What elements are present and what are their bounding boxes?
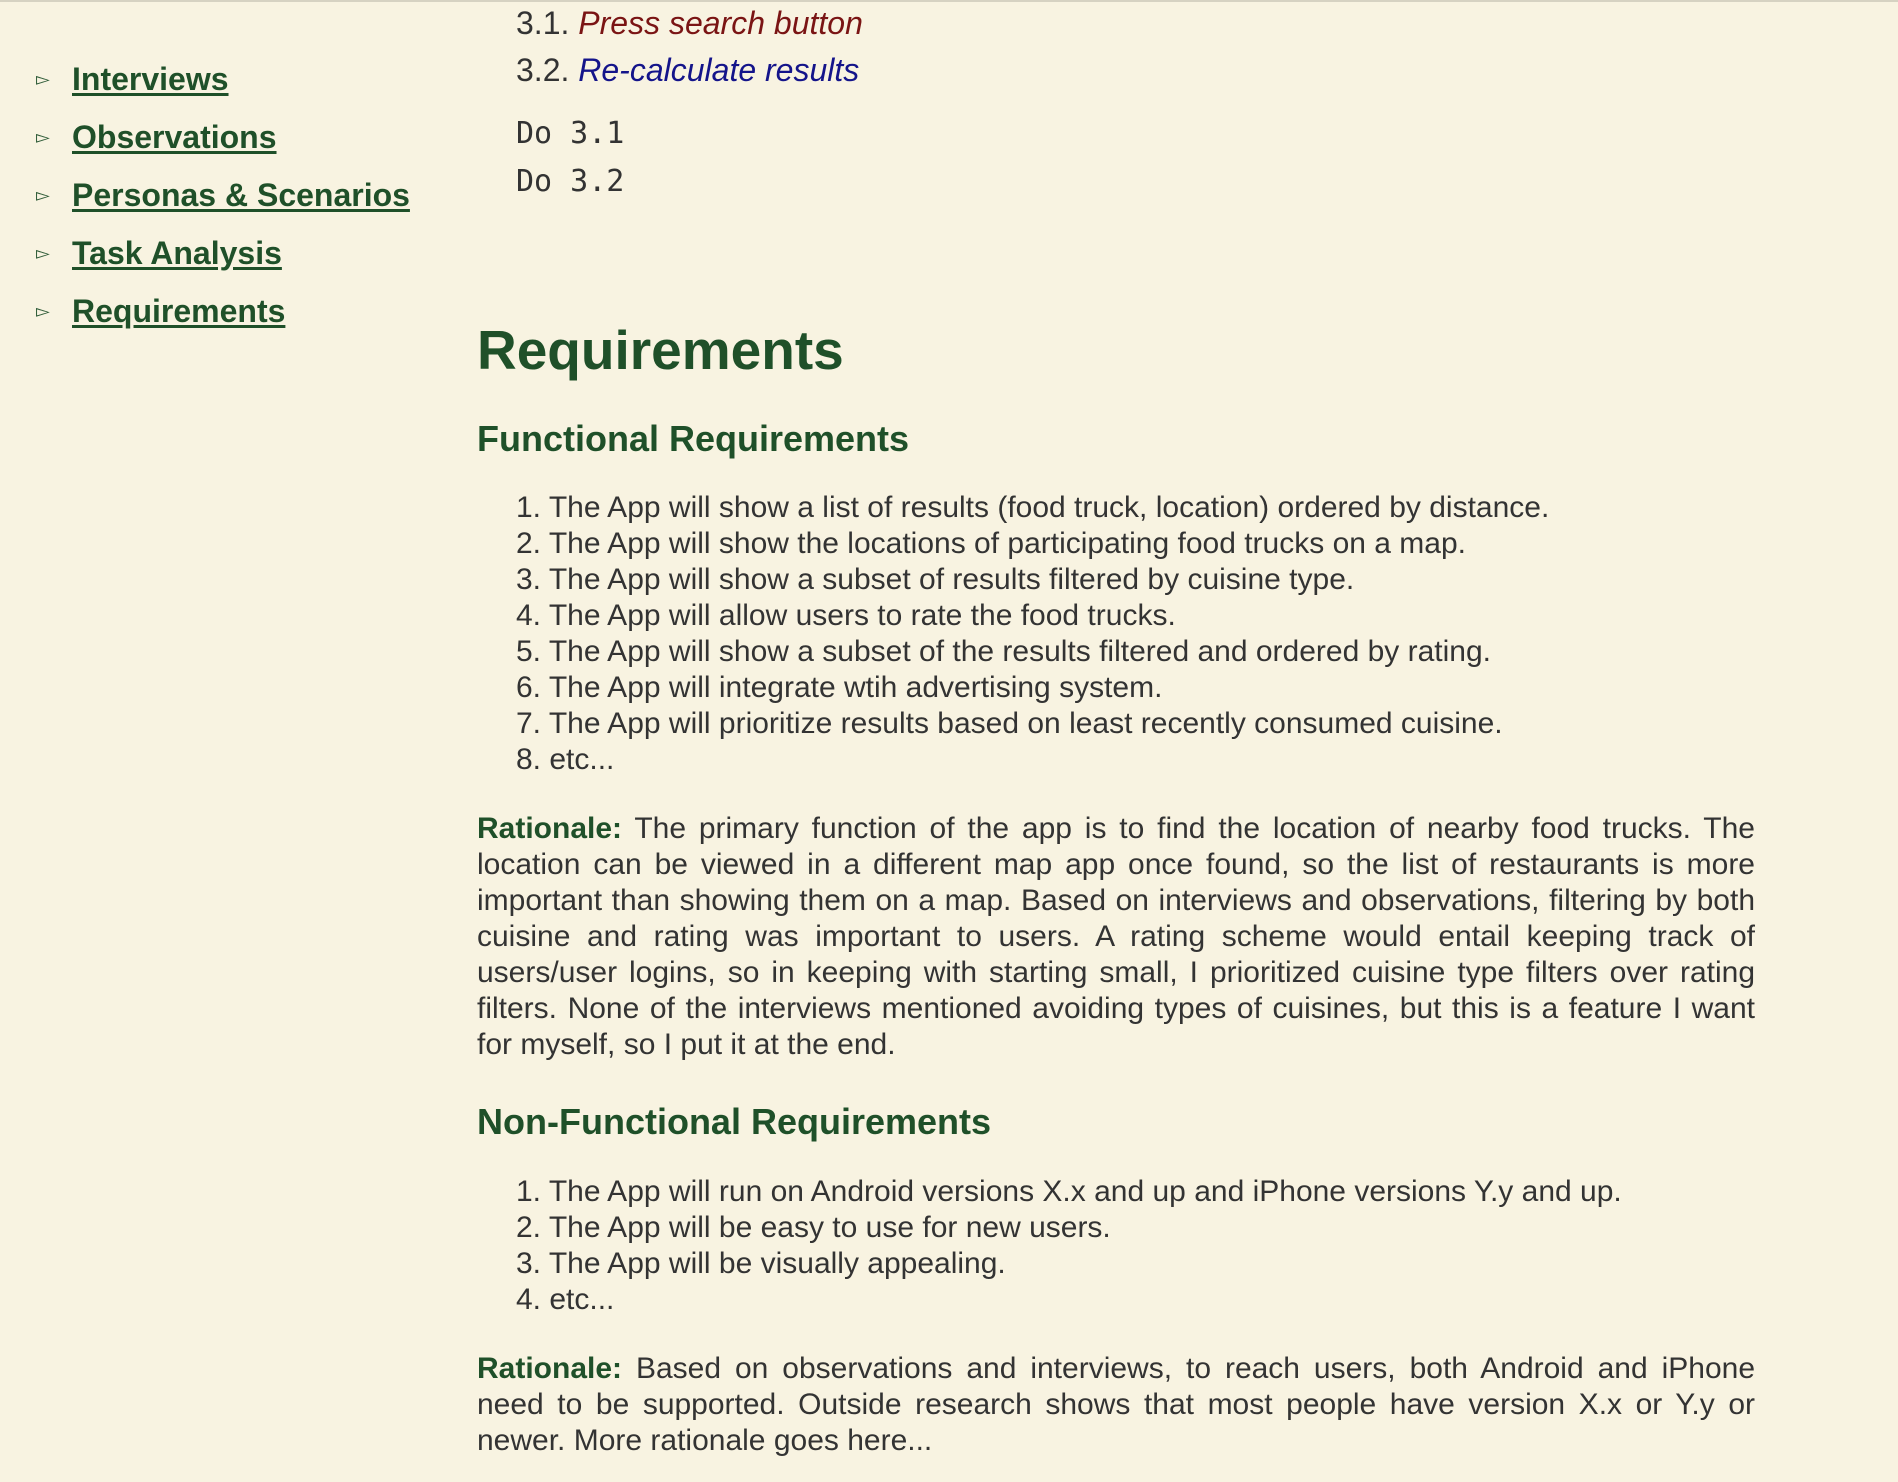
sidebar-item-observations[interactable] — [36, 108, 456, 166]
functional-rationale — [477, 811, 1755, 1063]
list-item: 1. The App will run on Android versions X.x and up and iPhone versions Y.y and up. — [516, 1175, 1622, 1208]
rationale-label: Rationale: — [477, 812, 623, 845]
step-number: 3.1. — [516, 5, 570, 41]
sidebar-link-requirements[interactable]: Requirements — [72, 292, 286, 329]
pseudo-code-block — [516, 110, 1796, 206]
rationale-label: Rationale: — [477, 1352, 623, 1385]
non-functional-requirements-list — [516, 1174, 1756, 1318]
functional-requirements-heading: Functional Requirements — [477, 418, 910, 459]
rationale-text: The primary function of the app is to find the location of nearby food trucks. The location can be viewed in a different map app once found, so the list of restaurants is more important than showing them on a map. Based on interviews and observations, filtering by both cuisine and rating was important to users. A rating scheme would entail keeping track of users/user logins, so in keeping with starting small, I prioritized cuisine type filters over rating filters. None of the interviews mentioned avoiding types of cuisines, but this is a feature I want for myself, so I put it at the end. — [477, 812, 1755, 1061]
triangle-right-icon: ▻ — [36, 185, 50, 205]
sidebar-item-requirements[interactable] — [36, 282, 456, 340]
triangle-right-icon: ▻ — [36, 301, 50, 321]
sidebar-item-task-analysis[interactable] — [36, 224, 456, 282]
functional-requirements-list — [516, 490, 1756, 778]
list-item: 5. The App will show a subset of the results filtered and ordered by rating. — [516, 635, 1491, 668]
sidebar-link-interviews[interactable]: Interviews — [72, 60, 229, 97]
triangle-right-icon: ▻ — [36, 69, 50, 89]
list-item: 4. etc... — [516, 1283, 615, 1316]
task-steps-list — [516, 0, 1796, 94]
list-item: 3. The App will be visually appealing. — [516, 1247, 1006, 1280]
non-functional-requirements-heading: Non-Functional Requirements — [477, 1101, 992, 1142]
code-line: Do 3.1 — [516, 116, 625, 151]
sidebar-link-personas[interactable]: Personas & Scenarios — [72, 176, 410, 213]
list-item: 8. etc... — [516, 743, 615, 776]
triangle-right-icon: ▻ — [36, 127, 50, 147]
step-item — [516, 47, 1796, 94]
sidebar-nav — [36, 50, 456, 340]
code-line: Do 3.2 — [516, 164, 625, 199]
sidebar-link-task-analysis[interactable]: Task Analysis — [72, 234, 282, 271]
non-functional-rationale — [477, 1351, 1755, 1459]
requirements-heading: Requirements — [477, 319, 844, 381]
list-item: 3. The App will show a subset of results filtered by cuisine type. — [516, 563, 1355, 596]
main-content — [477, 0, 1757, 1457]
step-text: Re-calculate results — [578, 52, 860, 88]
triangle-right-icon: ▻ — [36, 243, 50, 263]
step-text: Press search button — [578, 5, 863, 41]
list-item: 6. The App will integrate wtih advertising system. — [516, 671, 1163, 704]
sidebar-item-interviews[interactable] — [36, 50, 456, 108]
rationale-text: Based on observations and interviews, to reach users, both Android and iPhone need to be supported. Outside research shows that most people have version X.x or Y.y or newer. More rationale goes here... — [477, 1352, 1755, 1457]
list-item: 1. The App will show a list of results (food truck, location) ordered by distance. — [516, 491, 1550, 524]
list-item: 7. The App will prioritize results based on least recently consumed cuisine. — [516, 707, 1503, 740]
list-item: 2. The App will show the locations of participating food trucks on a map. — [516, 527, 1466, 560]
list-item: 2. The App will be easy to use for new users. — [516, 1211, 1111, 1244]
sidebar-item-personas[interactable] — [36, 166, 456, 224]
step-item — [516, 0, 1796, 47]
sidebar-link-observations[interactable]: Observations — [72, 118, 277, 155]
list-item: 4. The App will allow users to rate the food trucks. — [516, 599, 1176, 632]
step-number: 3.2. — [516, 52, 570, 88]
